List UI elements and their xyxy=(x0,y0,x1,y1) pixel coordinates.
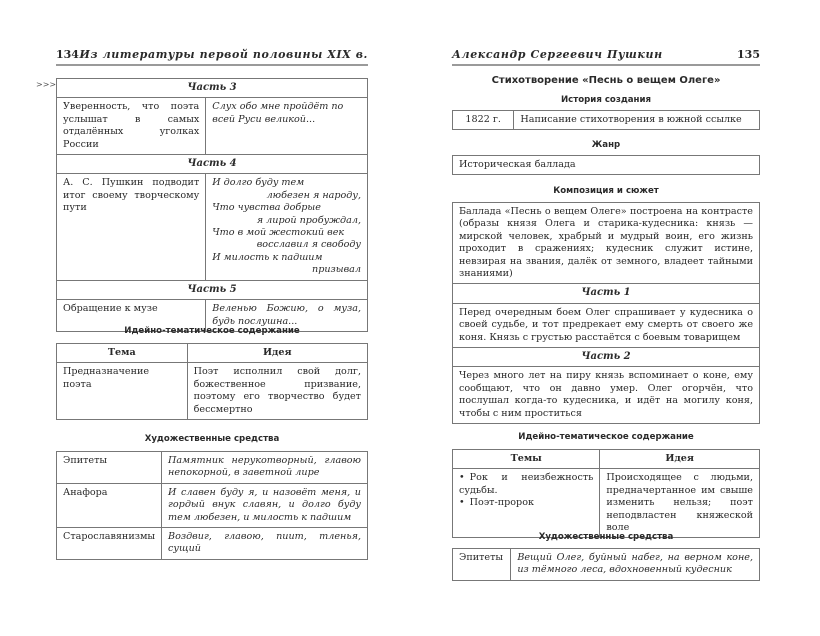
part-header: Часть 3 xyxy=(57,79,368,98)
poem-title: Стихотворение «Песнь о вещем Олеге» xyxy=(491,75,721,86)
right-page xyxy=(452,0,760,636)
section-heading: Жанр xyxy=(591,140,621,150)
verse-line: призывал xyxy=(312,264,361,276)
theme-cell: Предназначение поэта xyxy=(57,363,188,420)
table-row xyxy=(57,174,368,280)
verse-line: я лирой пробуждал, xyxy=(256,214,361,226)
verse-line: И долго буду тем xyxy=(212,177,305,189)
section-heading: История создания xyxy=(560,95,652,105)
table-row xyxy=(453,469,760,538)
table-row xyxy=(57,452,368,484)
verse-line: восславил я свободу xyxy=(256,239,361,251)
part-header: Часть 1 xyxy=(453,284,760,303)
table-row xyxy=(453,111,760,130)
device-name: Эпитеты xyxy=(57,452,162,484)
devices-table-block xyxy=(452,548,760,581)
genre-table-block xyxy=(452,155,760,175)
device-examples: И славен буду я, и назовёт меня, и гордый внук славян, и долго буду тем любезен, и милость к падшим xyxy=(162,483,368,527)
devices-table-block xyxy=(56,451,368,560)
device-name: Старославянизмы xyxy=(57,528,162,560)
table-row xyxy=(57,483,368,527)
theme-item: • Поэт-пророк xyxy=(459,497,593,509)
running-header xyxy=(452,46,760,66)
running-header xyxy=(56,46,368,66)
table-row xyxy=(453,549,760,581)
verse-line: любезен я народу, xyxy=(266,189,361,201)
ideas-table-block xyxy=(56,343,368,420)
idea-cell: Происходящее с людьми, предначертанное им свыше изменить нельзя; поэт неподвластен княжеской воле xyxy=(600,469,760,538)
verse-line: Что в мой жестокий век xyxy=(212,227,345,239)
table-row xyxy=(57,528,368,560)
device-examples: Памятник нерукотворный, главою непокорной, в заветной лире xyxy=(162,452,368,484)
part-text: Перед очередным боем Олег спрашивает у кудесника о своей судьбе, и тот предрекает ему смерть от своего же коня. Князь с грустью расстаётся с боевым товарищем xyxy=(453,303,760,347)
part-text: Через много лет на пиру князь вспоминает о коне, ему сообщают, что он давно умер. Олег огорчён, что послушал когда-то кудесника, и идёт на могилу коня, чтобы с ним проститься xyxy=(453,367,760,424)
parts-table-block xyxy=(56,78,368,332)
page-number: 134 xyxy=(56,48,79,61)
part-header: Часть 2 xyxy=(453,348,760,367)
verse-line: Что чувства добрые xyxy=(212,202,321,214)
column-header: Тема xyxy=(57,344,188,363)
history-table xyxy=(452,110,760,130)
composition-intro: Баллада «Песнь о вещем Олеге» построена на контрасте (образы князя Олега и старика-кудесника: князь — мирской человек, храбрый и мудрый воин, его жизнь проходит в сражениях; кудесник служит истине, невзирая на звания, далёк от земного, владеет тайными знаниями) xyxy=(453,203,760,284)
ideas-table-block xyxy=(452,449,760,538)
history-text: Написание стихотворения в южной ссылке xyxy=(514,111,760,130)
left-page xyxy=(56,0,368,636)
themes-cell xyxy=(453,469,600,538)
history-year: 1822 г. xyxy=(453,111,514,130)
table-row xyxy=(57,363,368,420)
part-description: Уверенность, что поэта услышат в самых отдалённых уголках России xyxy=(57,98,206,155)
composition-table xyxy=(452,202,760,424)
section-heading: Композиция и сюжет xyxy=(553,186,659,196)
theme-item: • Рок и неизбежность судьбы. xyxy=(459,472,593,497)
part-quote: Слух обо мне пройдёт по всей Руси великой... xyxy=(206,98,368,155)
continuation-marker: >>> xyxy=(36,80,57,89)
idea-cell: Поэт исполнил свой долг, божественное призвание, поэтому его творчество будет бессмертно xyxy=(187,363,367,420)
genre-value: Историческая баллада xyxy=(453,156,760,175)
devices-table xyxy=(452,548,760,581)
device-examples: Воздвиг, главою, пиит, тленья, сущий xyxy=(162,528,368,560)
device-name: Анафора xyxy=(57,483,162,527)
ideas-table xyxy=(56,343,368,420)
part-quote xyxy=(206,174,368,280)
table-row xyxy=(57,98,368,155)
part-description: Обращение к музе xyxy=(57,300,206,332)
parts-table xyxy=(56,78,368,332)
section-heading: Идейно-тематическое содержание xyxy=(124,326,300,336)
composition-table-block xyxy=(452,202,760,424)
genre-table xyxy=(452,155,760,175)
section-heading: Идейно-тематическое содержание xyxy=(518,432,694,442)
running-title: Александр Сергеевич Пушкин xyxy=(452,48,663,61)
section-heading: Художественные средства xyxy=(144,434,280,444)
column-header: Темы xyxy=(453,450,600,469)
part-quote: Веленью Божию, о муза, будь послушна... xyxy=(206,300,368,332)
part-header: Часть 5 xyxy=(57,280,368,299)
ideas-table xyxy=(452,449,760,538)
part-description: А. С. Пушкин подводит итог своему творческому пути xyxy=(57,174,206,280)
device-name: Эпитеты xyxy=(453,549,511,581)
device-examples: Вещий Олег, буйный набег, на верном коне, из тёмного леса, вдохновенный кудесник xyxy=(511,549,760,581)
section-heading: Художественные средства xyxy=(538,532,674,542)
history-table-block xyxy=(452,110,760,130)
part-header: Часть 4 xyxy=(57,155,368,174)
verse-line: И милость к падшим xyxy=(212,251,323,263)
page-number: 135 xyxy=(737,48,760,61)
running-title: Из литературы первой половины XIX в. xyxy=(79,48,368,61)
column-header: Идея xyxy=(600,450,760,469)
column-header: Идея xyxy=(187,344,367,363)
devices-table xyxy=(56,451,368,560)
